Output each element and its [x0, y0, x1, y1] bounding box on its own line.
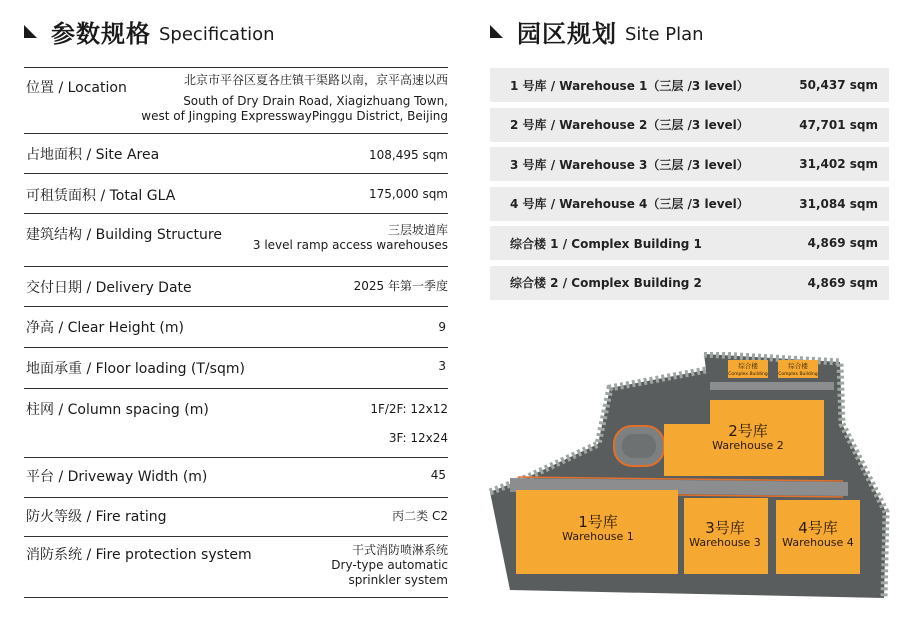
spec-label: 净高 / Clear Height (m) [26, 320, 184, 336]
plan-name: 2 号库 / Warehouse 2（三层 /3 level） [510, 118, 749, 132]
warehouse-1-zh: 1号库 [578, 513, 618, 531]
spec-value: 2025 年第一季度 [353, 279, 448, 293]
plan-name: 3 号库 / Warehouse 3（三层 /3 level） [510, 157, 749, 172]
spec-value: 丙二类 C2 [392, 509, 448, 523]
spec-label: 交付日期 / Delivery Date [26, 280, 192, 296]
spec-value [331, 537, 448, 597]
warehouse-2-zh: 2号库 [728, 422, 768, 440]
spec-label: 平台 / Driveway Width (m) [26, 469, 208, 485]
spec-row-fire-protection [24, 536, 448, 598]
spec-row-floor-loading [24, 347, 448, 388]
spec-value-line: South of Dry Drain Road, Xiagizhuang Town, [183, 94, 448, 108]
spec-label: 防火等级 / Fire rating [26, 509, 167, 525]
site-plan-list [490, 68, 889, 305]
spec-value: 45 [430, 468, 446, 482]
plan-row-complex-2 [490, 266, 889, 300]
spec-row-location [24, 67, 448, 133]
spec-heading-zh: 参数规格 [51, 20, 151, 48]
triangle-marker-icon [24, 25, 37, 38]
warehouse-2-en: Warehouse 2 [712, 439, 784, 452]
spec-row-clear-height [24, 306, 448, 347]
plan-name: 1 号库 / Warehouse 1（三层 /3 level） [510, 78, 749, 93]
spec-value [253, 214, 448, 266]
complex-building-1-zh: 综合楼 [738, 362, 758, 370]
spec-row-delivery-date [24, 266, 448, 306]
plan-row-warehouse-3 [490, 147, 889, 181]
spec-value-line: 1F/2F: 12x12 [370, 402, 448, 416]
plan-name: 综合楼 2 / Complex Building 2 [510, 276, 702, 290]
spec-label: 占地面积 / Site Area [26, 147, 160, 163]
spec-value-line: 北京市平谷区夏各庄镇干渠路以南，京平高速以西 [183, 73, 448, 87]
spec-value-line: west of Jingping ExpresswayPinggu District, Beijing [141, 109, 448, 123]
spec-value-line: 干式消防喷淋系统 [351, 543, 448, 557]
loop-track-inner [622, 434, 656, 458]
plan-area: 4,869 sqm [807, 275, 878, 290]
spec-row-total-gla [24, 173, 448, 213]
spec-row-site-area [24, 133, 448, 173]
spec-table [24, 67, 448, 598]
spec-heading-en: Specification [159, 24, 275, 45]
spec-value: 175,000 sqm [369, 187, 448, 201]
site-plan-heading-en: Site Plan [625, 24, 704, 45]
plan-name: 4 号库 / Warehouse 4（三层 /3 level） [510, 197, 749, 211]
spec-label: 位置 / Location [26, 80, 127, 96]
spec-label: 建筑结构 / Building Structure [26, 227, 222, 243]
spec-value [141, 68, 448, 133]
site-plan-heading [490, 14, 704, 49]
complex-building-1-en: Complex Building [728, 372, 768, 377]
spec-row-driveway-width [24, 457, 448, 497]
plan-name: 综合楼 1 / Complex Building 1 [510, 236, 702, 251]
plan-area: 47,701 sqm [799, 117, 878, 132]
site-plan-heading-zh: 园区规划 [517, 20, 617, 48]
complex-building-2-en: Complex Building [778, 372, 818, 377]
warehouse-3-zh: 3号库 [705, 519, 745, 537]
spec-value: 9 [438, 320, 446, 334]
spec-label: 柱网 / Column spacing (m) [26, 402, 209, 418]
spec-label: 消防系统 / Fire protection system [26, 547, 252, 563]
spec-value-line: Dry-type automatic [331, 558, 448, 572]
plan-row-warehouse-4 [490, 187, 889, 221]
plan-row-warehouse-1 [490, 68, 889, 102]
plan-area: 31,402 sqm [799, 157, 878, 171]
road [710, 382, 834, 390]
spec-row-building-structure [24, 213, 448, 266]
plan-area: 50,437 sqm [799, 78, 878, 92]
spec-heading [24, 14, 275, 49]
spec-value-line: 3F: 12x24 [388, 431, 448, 445]
spec-value-line: 3 level ramp access warehouses [252, 238, 448, 252]
spec-value-line: 三层坡道库 [387, 223, 448, 237]
spec-row-column-spacing [24, 388, 448, 457]
plan-area: 31,084 sqm [799, 196, 878, 211]
spec-label: 地面承重 / Floor loading (T/sqm) [26, 361, 245, 377]
spec-label: 可租赁面积 / Total GLA [26, 188, 176, 204]
spec-row-fire-rating [24, 497, 448, 536]
spec-value: 3 [438, 359, 446, 373]
spec-value [370, 389, 448, 457]
spec-value: 108,495 sqm [369, 148, 448, 162]
warehouse-4-zh: 4号库 [798, 519, 838, 537]
plan-area: 4,869 sqm [807, 236, 878, 250]
triangle-marker-icon [490, 25, 503, 38]
warehouse-3-en: Warehouse 3 [689, 536, 761, 549]
spec-value-line: sprinkler system [348, 573, 448, 587]
warehouse-4-en: Warehouse 4 [782, 536, 854, 549]
plan-row-complex-1 [490, 226, 889, 260]
site-plan-map [488, 352, 894, 600]
complex-building-2-zh: 综合楼 [788, 362, 808, 370]
warehouse-1-en: Warehouse 1 [562, 530, 634, 543]
plan-row-warehouse-2 [490, 108, 889, 142]
